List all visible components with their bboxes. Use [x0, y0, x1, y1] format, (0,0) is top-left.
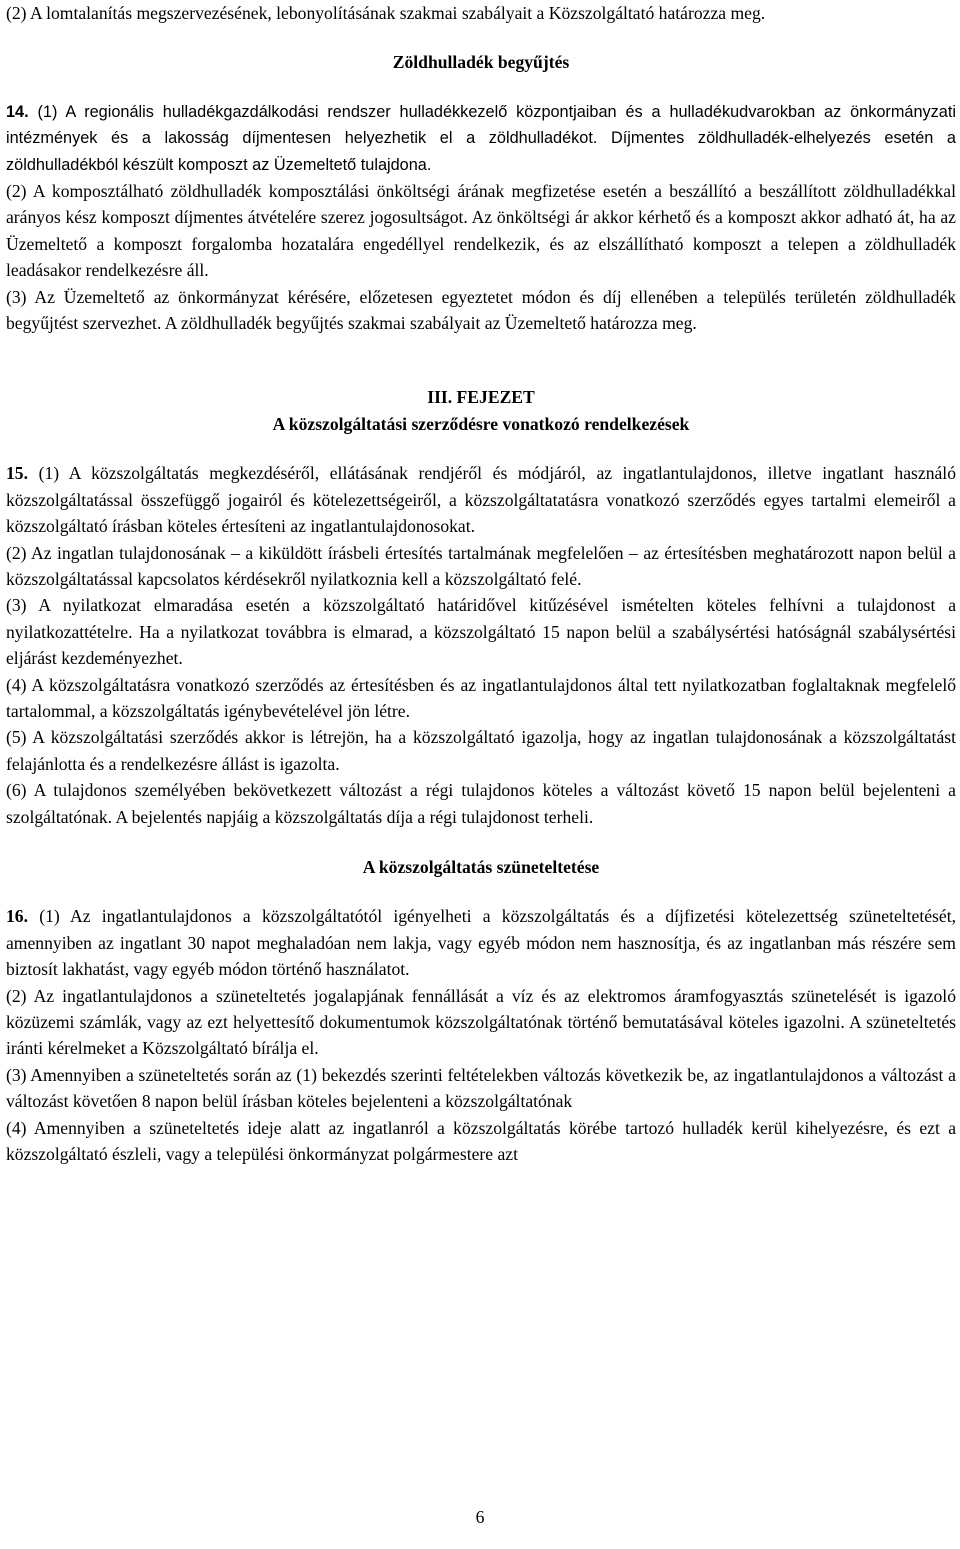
- section-15-paragraph-6: (6) A tulajdonos személyében bekövetkezett változást a régi tulajdonos köteles a változást követő 15 napon belül bejelenteni a szolgáltatónak. A bejelentés napjáig a közszolgáltatás díja a régi tulajdonost terheli.: [6, 780, 956, 827]
- document-page: [6, 0, 956, 1167]
- section-15-paragraph-2: (2) Az ingatlan tulajdonosának – a kiküldött írásbeli értesítés tartalmának megfelelően – az értesítésben meghatározott napon belül a közszolgáltatással kapcsolatos kérdésekről nyilatkoznia kell a közszolgáltató felé.: [6, 542, 956, 589]
- section-15-number: 15.: [6, 463, 28, 484]
- section-14: [6, 99, 956, 337]
- section-15-paragraph-1: [6, 460, 956, 539]
- section-heading-szuneteltetes: A közszolgáltatás szüneteltetése: [362, 856, 600, 877]
- section-16-number: 16.: [6, 906, 28, 927]
- section-15: [6, 460, 956, 830]
- section-16-paragraph-1-text: (1) Az ingatlantulajdonos a közszolgáltatótól igényelheti a közszolgáltatás és a díjfizetési kötelezettség szüneteltetését, amennyiben az ingatlant 30 napot meghaladóan nem lakja, vagy egyéb módon nem hasznosítja, és az ingatlanban más részére sem biztosít lakhatást, vagy egyéb módon történő használatot.: [6, 906, 956, 980]
- section-16: [6, 903, 956, 1167]
- section-15-paragraph-1-text: (1) A közszolgáltatás megkezdéséről, ellátásának rendjéről és módjáról, az ingatlantulajdonos, illetve ingatlant használó közszolgáltatással összefüggő jogairól és kötelezettségeiről, a közszolgáltatatásra vonatkozó szerződés egyes tartalmi elemeiről a közszolgáltató írásban köteles értesíteni az ingatlantulajdonosokat.: [6, 463, 956, 537]
- section-14-paragraph-3: (3) Az Üzemeltető az önkormányzat kérésére, előzetesen egyeztetet módon és díj ellenében a település területén zöldhulladék begyűjtést szervezhet. A zöldhulladék begyűjtés szakmai szabályait az Üzemeltető határozza meg.: [6, 286, 956, 334]
- page-number: 6: [475, 1507, 485, 1527]
- section-15-paragraph-4: (4) A közszolgáltatásra vonatkozó szerződés az értesítésben és az ingatlantulajdonos által tett nyilatkozatban foglaltaknak megfelelő tartalommal, a közszolgáltatás igénybevételével jön létre.: [6, 674, 956, 721]
- section-15-paragraph-5: (5) A közszolgáltatási szerződés akkor is létrejön, ha a közszolgáltató igazolja, hogy az ingatlan tulajdonosának a közszolgáltatást felajánlotta és a rendelkezésre állást is igazolta.: [6, 727, 956, 774]
- section-15-paragraph-3: (3) A nyilatkozat elmaradása esetén a közszolgáltató határidővel kitűzésével ismételten köteles felhívni a tulajdonost a nyilatkozattételre. Ha a nyilatkozat továbbra is elmarad, a közszolgáltató 15 napon belül a szabálysértési hatóságnál szabálysértési eljárást kezdeményezhet.: [6, 595, 956, 669]
- section-heading-zoldhulladek: Zöldhulladék begyűjtés: [392, 52, 570, 73]
- section-16-paragraph-1: [6, 903, 956, 982]
- chapter-number: III. FEJEZET: [427, 387, 535, 408]
- section-14-number: 14.: [6, 102, 29, 121]
- intro-paragraph: (2) A lomtalanítás megszervezésének, lebonyolításának szakmai szabályait a Közszolgáltató határozza meg.: [6, 3, 766, 23]
- chapter-title: A közszolgáltatási szerződésre vonatkozó rendelkezések: [272, 413, 690, 434]
- section-16-paragraph-2: (2) Az ingatlantulajdonos a szüneteltetés jogalapjának fennállását a víz és az elektromos áramfogyasztás szünetelését is igazoló közüzemi számlák, vagy az ezt helyettesítő dokumentumok közszolgáltatónak történő bemutatásával köteles igazolni. A szüneteltetés iránti kérelmeket a Közszolgáltató bírálja el.: [6, 985, 956, 1059]
- section-14-paragraph-2: (2) A komposztálható zöldhulladék komposztálási önköltségi árának megfizetése esetén a beszállító a beszállított zöldhulladékkal arányos kész komposzt díjmentes átvételére szerez jogosultságot. Az önköltségi ár akkor kérhető és a komposzt akkor adható át, ha az Üzemeltető a komposzt forgalomba hozatalára engedéllyel rendelkezik, és az elszállítható komposzt a telepen a zöldhulladék leadásakor rendelkezésre áll.: [6, 181, 956, 281]
- section-16-paragraph-4: (4) Amennyiben a szüneteltetés ideje alatt az ingatlanról a közszolgáltatás körébe tartozó hulladék kerül kihelyezésre, és ezt a közszolgáltató észleli, vagy a települési önkormányzat polgármestere azt: [6, 1117, 956, 1165]
- section-14-paragraph-1-text: (1) A regionális hulladékgazdálkodási rendszer hulladékkezelő központjaiban és a hulladékudvarokban az önkormányzati intézmények és a lakosság díjmentesen helyezhetik el a zöldhulladékot. Díjmentes zöldhulladék-elhelyezés esetén a zöldhulladékból készült komposzt az Üzemeltető tulajdona.: [6, 102, 956, 174]
- section-16-paragraph-3: (3) Amennyiben a szüneteltetés során az (1) bekezdés szerinti feltételekben változás következik be, az ingatlantulajdonos a változást a változást követően 8 napon belül írásban köteles bejelenteni a közszolgáltatónak: [6, 1064, 956, 1112]
- section-14-paragraph-1: [6, 99, 956, 178]
